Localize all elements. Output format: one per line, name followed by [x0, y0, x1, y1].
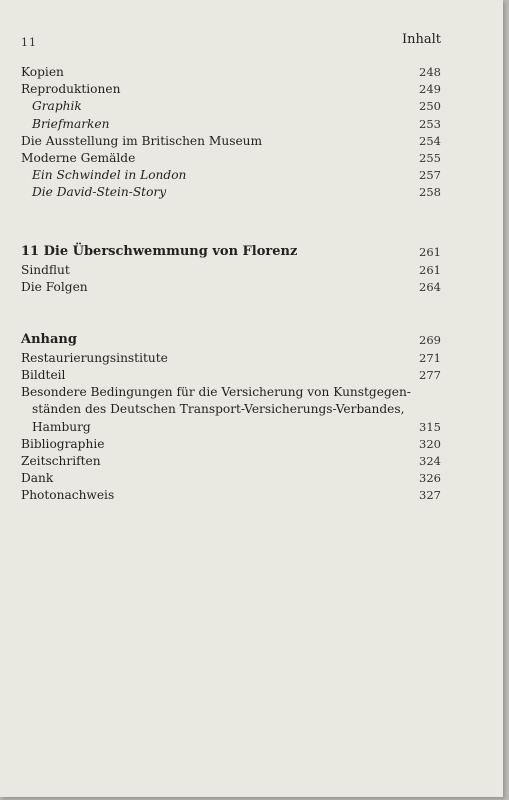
toc-entry: Dank 326 [21, 471, 441, 486]
toc-entry: Photonachweis 327 [21, 488, 441, 503]
running-head: Inhalt [401, 32, 441, 47]
toc-subentry: Briefmarken 253 [32, 116, 441, 131]
toc-entry: Sindflut 261 [21, 262, 441, 277]
table-of-contents [21, 64, 441, 505]
toc-subentry: Graphik 250 [32, 99, 441, 114]
toc-section-1 [21, 64, 441, 202]
toc-entry: Kopien 248 [21, 65, 441, 79]
toc-subentry: Ein Schwindel in London 257 [32, 168, 441, 183]
toc-appendix [21, 330, 441, 505]
toc-entry: Besondere Bedingungen für die Versicherung von Kunstgegen- [21, 385, 411, 400]
toc-entry: Bildteil 277 [21, 368, 441, 383]
toc-chapter-11 [21, 242, 441, 296]
chapter-heading: 11 Die Überschwemmung von Florenz 261 [21, 243, 441, 259]
toc-entry: Die Folgen 264 [21, 279, 441, 294]
toc-entry-continuation: ständen des Deutschen Transport-Versicherungs-Verbandes, [32, 402, 405, 417]
toc-entry-continuation: Hamburg 315 [32, 419, 441, 434]
toc-entry: Die Ausstellung im Britischen Museum 254 [21, 133, 441, 148]
toc-entry: Moderne Gemälde 255 [21, 150, 441, 165]
page-number: 11 [21, 36, 37, 49]
toc-entry: Bibliographie 320 [21, 436, 441, 451]
toc-entry: Restaurierungsinstitute 271 [21, 350, 441, 365]
toc-entry: Reproduktionen 249 [21, 82, 441, 97]
toc-entry: Zeitschriften 324 [21, 454, 441, 468]
appendix-heading: Anhang 269 [21, 331, 441, 347]
toc-subentry: Die David-Stein-Story 258 [32, 185, 441, 200]
